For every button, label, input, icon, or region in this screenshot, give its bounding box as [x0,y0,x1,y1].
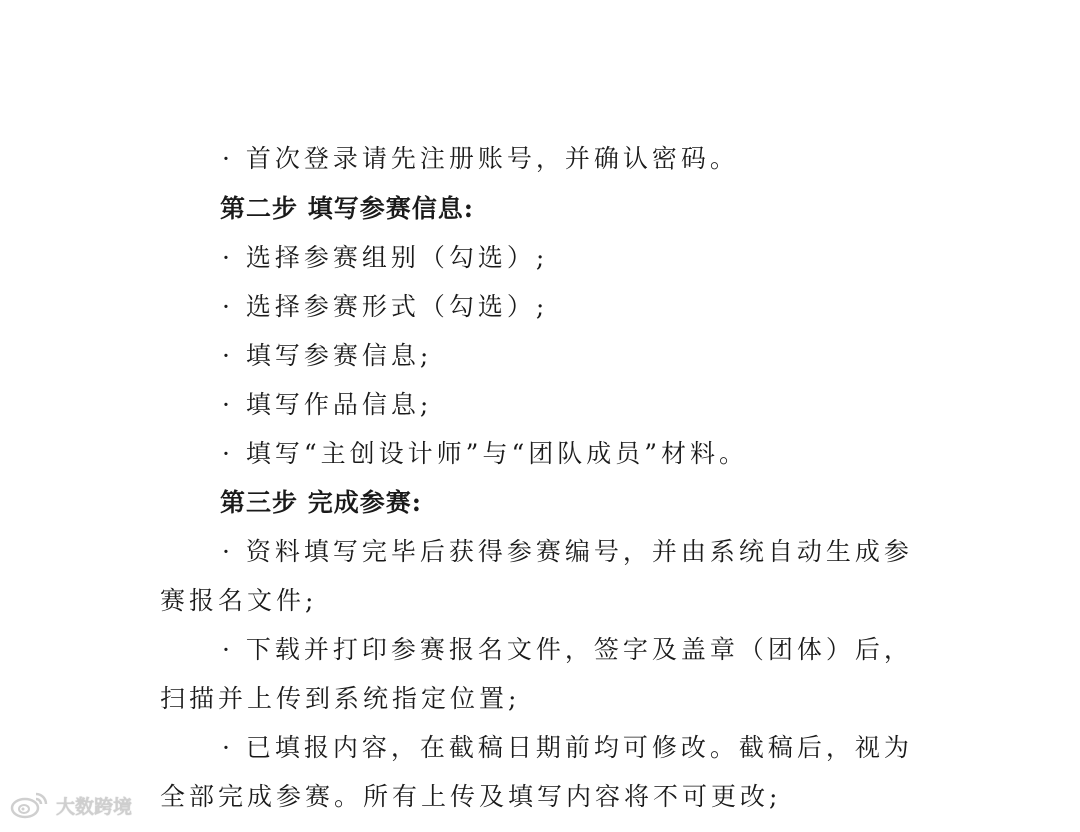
bullet-get-entry-number: · 资料填写完毕后获得参赛编号，并由系统自动生成参 [222,537,913,566]
bullet-edit-before-deadline: · 已填报内容，在截稿日期前均可修改。截稿后，视为 [222,733,913,762]
bullet-fill-work-info: · 填写作品信息; [222,390,433,419]
step-three-heading: 第三步 完成参赛: [220,488,422,517]
bullet-download-print-cont: 扫描并上传到系统指定位置; [160,684,521,713]
watermark [10,790,132,820]
bullet-select-form: · 选择参赛形式（勾选）; [222,292,549,321]
bullet-fill-entry-info: · 填写参赛信息; [222,341,433,370]
bullet-edit-before-deadline-cont: 全部完成参赛。所有上传及填写内容将不可更改; [160,782,782,811]
bullet-download-print: · 下载并打印参赛报名文件，签字及盖章（团体）后， [222,635,913,664]
bullet-first-login: · 首次登录请先注册账号，并确认密码。 [222,144,739,173]
step-two-heading: 第二步 填写参赛信息: [220,194,474,223]
bullet-select-group: · 选择参赛组别（勾选）; [222,243,549,272]
watermark-text: 大数跨境 [56,795,133,818]
bullet-get-entry-number-cont: 赛报名文件; [160,586,318,615]
bullet-fill-designer-materials: · 填写“主创设计师”与“团队成员”材料。 [222,439,749,468]
weibo-logo-icon [10,790,50,820]
